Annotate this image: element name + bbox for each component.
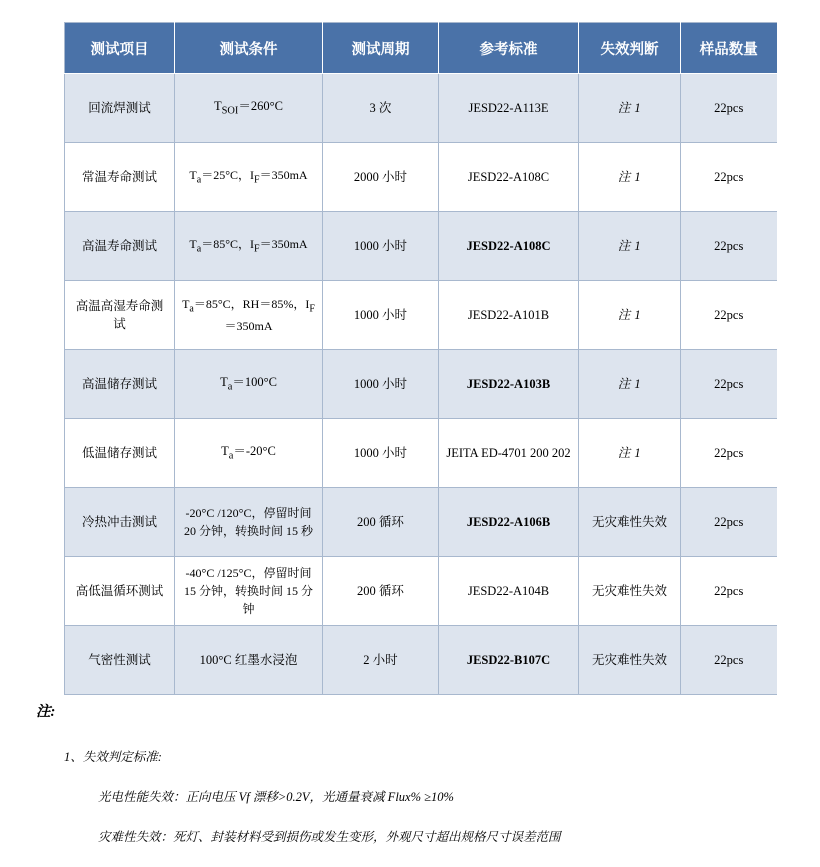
reliability-test-table-wrapper <box>64 22 776 695</box>
cell-test-condition: -20°C /120°C，停留时间 20 分钟，转换时间 15 秒 <box>175 488 323 557</box>
cell-reference-standard: JESD22-A106B <box>439 488 579 557</box>
notes-section <box>36 700 796 867</box>
column-header-sample-quantity: 样品数量 <box>681 23 777 74</box>
table-row <box>65 626 777 695</box>
note-item-1-sub-1: 光电性能失效：正向电压 Vf 漂移>0.2V，光通量衰减 Flux% ≥10% <box>98 790 454 804</box>
cell-test-cycle: 2000 小时 <box>323 143 439 212</box>
cell-reference-standard: JEITA ED-4701 200 202 <box>439 419 579 488</box>
cell-test-item: 常温寿命测试 <box>65 143 175 212</box>
table-body <box>65 74 777 695</box>
table-header-row <box>65 23 777 74</box>
cell-test-item: 高温储存测试 <box>65 350 175 419</box>
table-row <box>65 212 777 281</box>
cell-test-cycle: 3 次 <box>323 74 439 143</box>
cell-sample-quantity: 22pcs <box>681 143 777 212</box>
cell-test-cycle: 1000 小时 <box>323 212 439 281</box>
cell-sample-quantity: 22pcs <box>681 488 777 557</box>
cell-test-cycle: 200 循环 <box>323 488 439 557</box>
column-header-test-condition: 测试条件 <box>175 23 323 74</box>
cell-test-cycle: 1000 小时 <box>323 350 439 419</box>
table-row <box>65 350 777 419</box>
cell-test-condition: 100°C 红墨水浸泡 <box>175 626 323 695</box>
reliability-test-table <box>64 22 777 695</box>
cell-sample-quantity: 22pcs <box>681 281 777 350</box>
cell-failure-judgement: 注 1 <box>579 350 681 419</box>
table-row <box>65 488 777 557</box>
cell-test-condition: $T_a=-20^\circ C$ <box>175 419 323 488</box>
cell-test-condition: $T_a=85^\circ C$，RH＝85%，$I_F=350mA$ <box>175 281 323 350</box>
cell-failure-judgement: 无灾难性失效 <box>579 557 681 626</box>
cell-test-condition: $T_a=100^\circ C$ <box>175 350 323 419</box>
column-header-failure-judgement: 失效判断 <box>579 23 681 74</box>
cell-failure-judgement: 注 1 <box>579 143 681 212</box>
cell-test-item: 冷热冲击测试 <box>65 488 175 557</box>
cell-test-item: 高低温循环测试 <box>65 557 175 626</box>
table-row <box>65 557 777 626</box>
cell-failure-judgement: 注 1 <box>579 74 681 143</box>
cell-reference-standard: JESD22-A103B <box>439 350 579 419</box>
cell-sample-quantity: 22pcs <box>681 74 777 143</box>
cell-failure-judgement: 注 1 <box>579 281 681 350</box>
table-header <box>65 23 777 74</box>
cell-sample-quantity: 22pcs <box>681 626 777 695</box>
cell-test-item: 回流焊测试 <box>65 74 175 143</box>
note-item-1-sub-2: 灾难性失效：死灯、封装材料受到损伤或发生变形，外观尺寸超出规格尺寸误差范围 <box>98 830 561 844</box>
cell-test-item: 气密性测试 <box>65 626 175 695</box>
column-header-reference-standard: 参考标准 <box>439 23 579 74</box>
table-row <box>65 419 777 488</box>
cell-test-cycle: 2 小时 <box>323 626 439 695</box>
cell-sample-quantity: 22pcs <box>681 212 777 281</box>
notes-title: 注: <box>36 704 56 720</box>
cell-sample-quantity: 22pcs <box>681 350 777 419</box>
cell-test-cycle: 1000 小时 <box>323 419 439 488</box>
cell-test-condition: $T_a=85^\circ C$，$I_F=350mA$ <box>175 212 323 281</box>
cell-reference-standard: JESD22-A108C <box>439 143 579 212</box>
cell-reference-standard: JESD22-A101B <box>439 281 579 350</box>
table-row <box>65 143 777 212</box>
note-item-1: 1、失效判定标准: <box>64 750 162 764</box>
cell-reference-standard: JESD22-A108C <box>439 212 579 281</box>
cell-reference-standard: JESD22-A113E <box>439 74 579 143</box>
cell-reference-standard: JESD22-A104B <box>439 557 579 626</box>
cell-failure-judgement: 无灾难性失效 <box>579 488 681 557</box>
table-row <box>65 281 777 350</box>
cell-test-item: 高温高湿寿命测试 <box>65 281 175 350</box>
cell-sample-quantity: 22pcs <box>681 419 777 488</box>
column-header-test-cycle: 测试周期 <box>323 23 439 74</box>
column-header-test-item: 测试项目 <box>65 23 175 74</box>
cell-test-cycle: 200 循环 <box>323 557 439 626</box>
cell-reference-standard: JESD22-B107C <box>439 626 579 695</box>
cell-test-cycle: 1000 小时 <box>323 281 439 350</box>
cell-test-item: 低温储存测试 <box>65 419 175 488</box>
cell-failure-judgement: 注 1 <box>579 212 681 281</box>
cell-test-condition: $T_{SOI}=260^\circ C$ <box>175 74 323 143</box>
cell-test-item: 高温寿命测试 <box>65 212 175 281</box>
cell-sample-quantity: 22pcs <box>681 557 777 626</box>
cell-test-condition: $T_a=25^\circ C$，$I_F=350mA$ <box>175 143 323 212</box>
cell-failure-judgement: 注 1 <box>579 419 681 488</box>
cell-test-condition: -40°C /125°C，停留时间 15 分钟，转换时间 15 分钟 <box>175 557 323 626</box>
table-row <box>65 74 777 143</box>
cell-failure-judgement: 无灾难性失效 <box>579 626 681 695</box>
